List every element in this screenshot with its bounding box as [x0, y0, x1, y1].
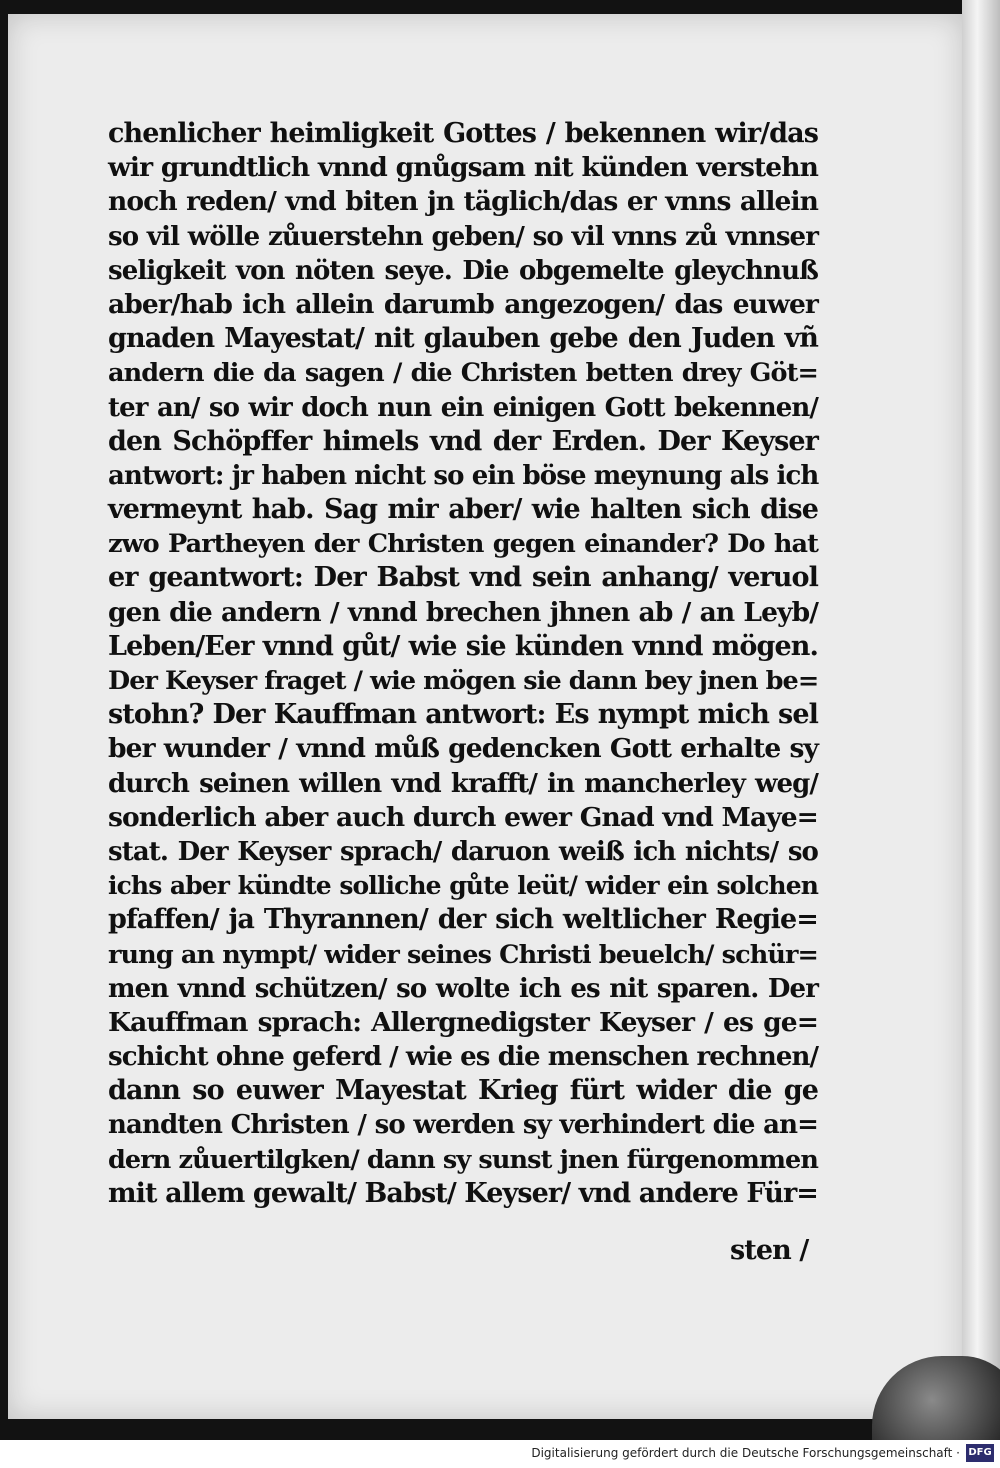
text-line: gnaden Mayestat/ nit glauben gebe den Juden vñ — [108, 323, 818, 355]
text-line: Kauffman sprach: Allergnedigster Keyser / es ge= — [108, 1006, 818, 1038]
text-line: Der Keyser fraget / wie mögen sie dann bey jnen be= — [108, 666, 819, 696]
text-line: stohn? Der Kauffman antwort: Es nympt mich sel — [108, 699, 818, 731]
text-line: ber wunder / vnnd můß gedencken Gott erhalte sy — [108, 733, 818, 765]
text-line: andern die da sagen / die Christen betten drey Göt= — [108, 358, 818, 389]
text-line: mit allem gewalt/ Babst/ Keyser/ vnd andere Für= — [108, 1177, 818, 1209]
footer-bar — [0, 1440, 1000, 1468]
page-edge — [962, 0, 1000, 1440]
text-line: so vil wölle zůuerstehn geben/ so vil vnns zů vnnser — [108, 221, 818, 252]
text-line: ter an/ so wir doch nun ein einigen Gott bekennen/ — [108, 392, 818, 423]
text-line: pfaffen/ ja Thyrannen/ der sich weltlicher Regie= — [108, 904, 818, 936]
text-line: durch seinen willen vnd krafft/ in mancherley weg/ — [108, 768, 818, 799]
text-line: er geantwort: Der Babst vnd sein anhang/ veruol — [108, 562, 818, 594]
catchword: sten / — [730, 1235, 809, 1266]
text-line: antwort: jr haben nicht so ein böse meynung als ich — [108, 460, 819, 491]
text-line: zwo Partheyen der Christen gegen einander? Do hat — [108, 529, 818, 560]
text-line: gen die andern / vnnd brechen jhnen ab / an Leyb/ — [108, 596, 818, 628]
text-line: ichs aber kündte solliche gůte leüt/ wider ein solchen — [108, 871, 818, 901]
text-line: stat. Der Keyser sprach/ daruon weiß ich nichts/ so — [108, 836, 818, 867]
text-line: seligkeit von nöten seye. Die obgemelte gleychnuß — [108, 255, 818, 286]
text-line: men vnnd schützen/ so wolte ich es nit sparen. Der — [108, 973, 818, 1004]
text-line: den Schöpffer himels vnd der Erden. Der Keyser — [108, 425, 818, 457]
footer-credit: Digitalisierung gefördert durch die Deutsche Forschungsgemeinschaft · — [531, 1446, 960, 1460]
text-line: vermeynt hab. Sag mir aber/ wie halten sich dise — [108, 494, 818, 526]
text-line: dern zůuertilgken/ dann sy sunst jnen fürgenommen — [108, 1144, 818, 1175]
text-line: Leben/Eer vnnd gůt/ wie sie künden vnnd mögen. — [108, 630, 818, 662]
book-page — [8, 14, 963, 1419]
dfg-logo: DFG — [966, 1444, 994, 1462]
text-line: aber/hab ich allein darumb angezogen/ das euwer — [108, 288, 818, 320]
text-line: sonderlich aber auch durch ewer Gnad vnd Maye= — [108, 801, 818, 833]
text-line: nandten Christen / so werden sy verhindert die an= — [108, 1110, 818, 1141]
text-line: wir grundtlich vnnd gnůgsam nit künden verstehn — [108, 152, 818, 184]
text-line: noch reden/ vnd biten jn täglich/das er vnns allein — [108, 186, 818, 218]
text-line: dann so euwer Mayestat Krieg fürt wider die ge — [108, 1075, 818, 1107]
text-line: rung an nympt/ wider seines Christi beuelch/ schür= — [108, 939, 818, 970]
text-block — [108, 117, 818, 1211]
text-line: chenlicher heimligkeit Gottes / bekennen wir/das — [108, 118, 818, 149]
text-line: schicht ohne geferd / wie es die menschen rechnen/ — [108, 1042, 819, 1073]
